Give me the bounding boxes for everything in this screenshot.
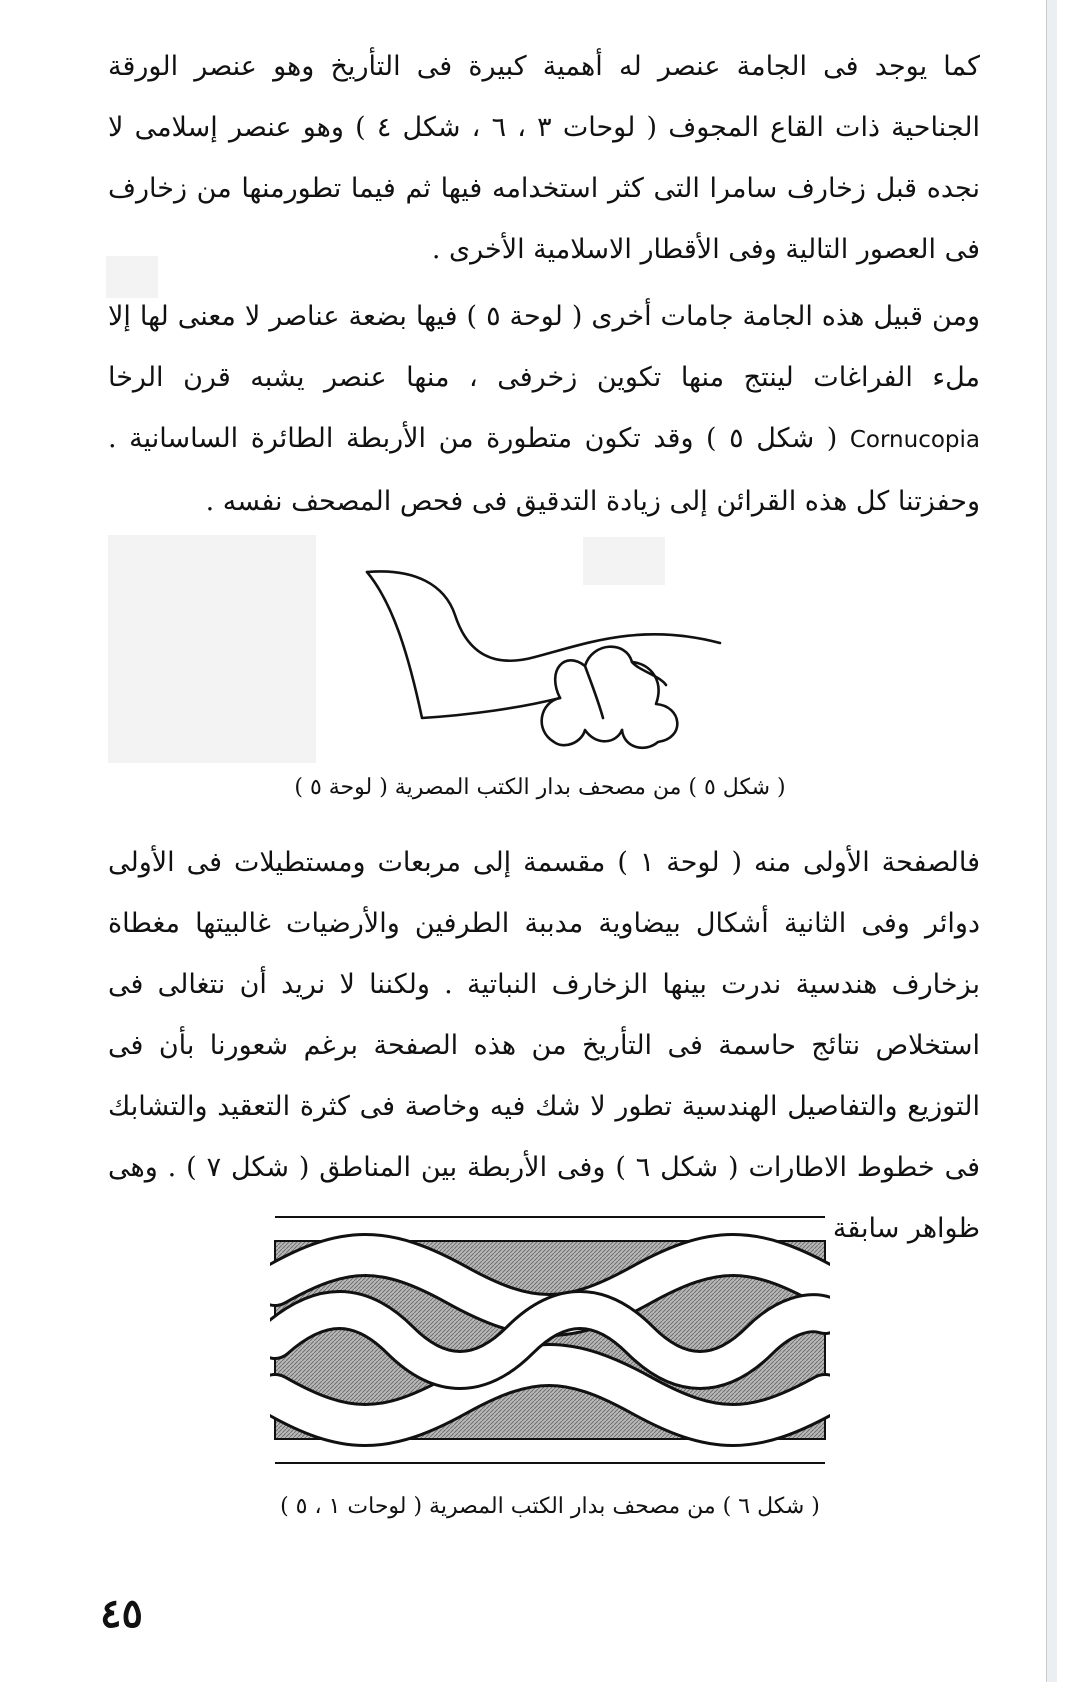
latin-term: Cornucopia (849, 427, 980, 453)
scan-page-edge (1046, 0, 1057, 1682)
scan-smudge (108, 535, 316, 763)
paragraph-text: فالصفحة الأولى منه ( لوحة ١ ) مقسمة إلى مربعات ومستطيلات فى الأولى دوائر وفى الثانية أشكال بيضاوية مدببة الطرفين والأرضيات غالبيتها مغطاة بزخارف هندسية ندرت بينها الزخارف النباتية . ولكننا لا نريد أن نتغالى فى استخلاص نتائج حاسمة فى التأريخ من هذه الصفحة برغم شعورنا بأن فى التوزيع والتفاصيل الهندسية تطور لا شك فيه وخاصة فى كثرة التعقيد والتشابك فى خطوط الاطارات ( شكل ٦ ) وفى الأربطة بين المناطق ( شكل ٧ ) . وهى ظواهر سابقة (108, 847, 981, 1244)
paragraph-text-part: ومن قبيل هذه الجامة جامات أخرى ( لوحة ٥ ) فيها بضعة عناصر لا معنى لها إلا ملء الفراغات لينتج منها تكوين زخرفى ، منها عنصر يشبه قرن الرخا (108, 301, 980, 393)
paragraph-first-page (108, 832, 980, 1259)
paragraph-text (108, 286, 980, 532)
paragraph-winged-leaf (108, 36, 980, 280)
page-number: ٤٥ (100, 1590, 143, 1637)
paragraph-cornucopia (108, 286, 980, 532)
figure-5-caption: ( شكل ٥ ) من مصحف بدار الكتب المصرية ( لوحة ٥ ) (294, 775, 786, 800)
paragraph-text: كما يوجد فى الجامة عنصر له أهمية كبيرة فى التأريخ وهو عنصر الورقة الجناحية ذات القاع المجوف ( لوحات ٣ ، ٦ ، شكل ٤ ) وهو عنصر إسلامى لا نجده قبل زخارف سامرا التى كثر استخدامه فيها ثم فيما تطورمنها من زخارف فى العصور التالية وفى الأقطار الاسلامية الأخرى . (108, 51, 980, 265)
figure-5-winged-leaf-drawing (360, 560, 730, 755)
paragraph-text-part: ( شكل ٥ ) وقد تكون متطورة من الأربطة الطائرة الساسانية . وحفزتنا كل هذه القرائن إلى زيادة التدقيق فى فحص المصحف نفسه . (108, 423, 980, 517)
figure-6-interlaced-braid-drawing (270, 1205, 830, 1475)
figure-6-caption: ( شكل ٦ ) من مصحف بدار الكتب المصرية ( لوحات ١ ، ٥ ) (280, 1494, 820, 1519)
